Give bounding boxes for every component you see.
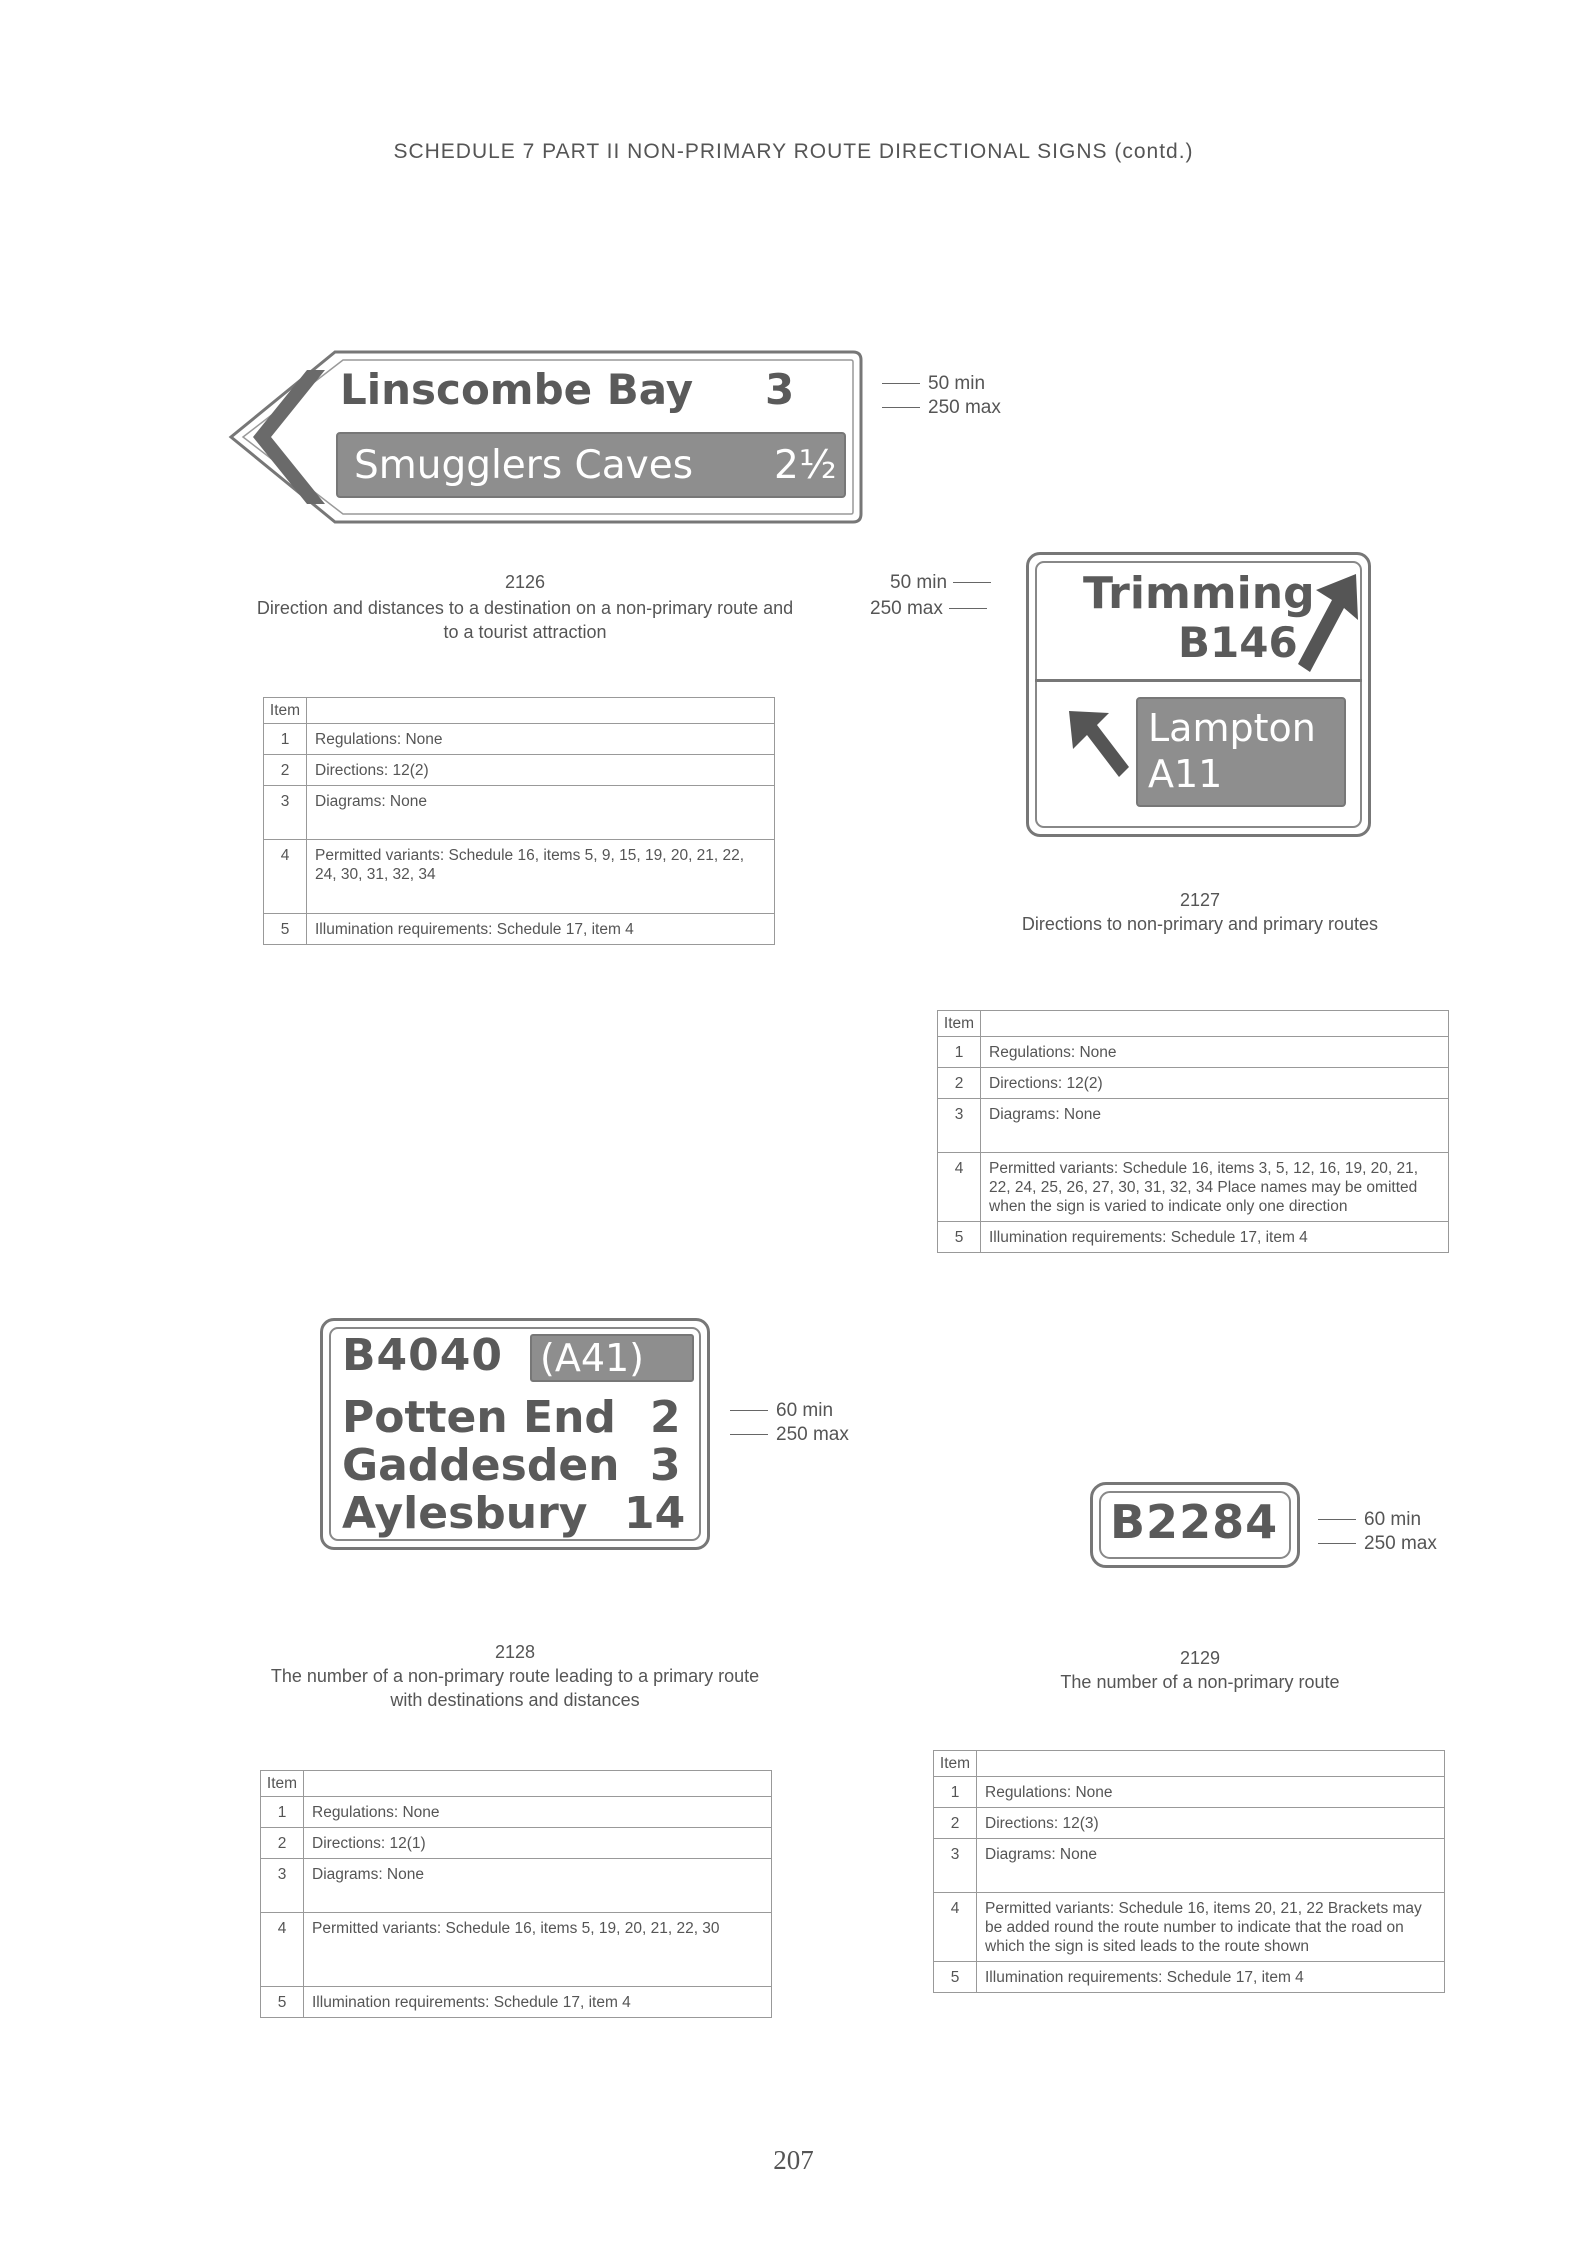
sign-2126-place-2: Smugglers Caves xyxy=(354,443,694,488)
sign-2129-caption: The number of a non-primary route xyxy=(1060,1672,1340,1692)
table-row xyxy=(261,1987,772,2018)
table-2128 xyxy=(260,1770,772,2018)
sign-2128-place-2: Gaddesden xyxy=(342,1440,620,1491)
item-number: 3 xyxy=(264,786,307,840)
sign-2128-distance-3: 14 xyxy=(624,1488,686,1539)
item-number: 3 xyxy=(934,1839,977,1893)
item-number: 5 xyxy=(264,914,307,945)
sign-2128-primary-route: (A41) xyxy=(540,1336,644,1380)
sign-2128-caption: The number of a non-primary route leading to a primary route with destinations and distances xyxy=(270,1666,760,1710)
arrow-up-right-icon xyxy=(1296,570,1366,675)
table-row xyxy=(938,1099,1449,1153)
sign-2128-number: 2128 xyxy=(494,1642,536,1662)
item-text: Regulations: None xyxy=(981,1037,1449,1068)
item-text: Regulations: None xyxy=(307,724,775,755)
item-number: 2 xyxy=(261,1828,304,1859)
sign-2127-top-route: B146 xyxy=(1178,618,1298,667)
table-row xyxy=(264,786,775,840)
item-text: Diagrams: None xyxy=(304,1859,772,1913)
sign-2127-number: 2127 xyxy=(1179,890,1221,910)
sign-2127-top-place: Trimming xyxy=(1083,568,1315,619)
item-number: 1 xyxy=(261,1797,304,1828)
table-row xyxy=(264,724,775,755)
sign-2126-distance-1: 3 xyxy=(765,365,795,414)
sign-2128-distance-1: 2 xyxy=(650,1392,681,1443)
table-2127 xyxy=(937,1010,1449,1253)
item-number: 4 xyxy=(934,1893,977,1962)
item-number: 2 xyxy=(934,1808,977,1839)
table-header-blank xyxy=(304,1771,772,1797)
item-text: Directions: 12(2) xyxy=(981,1068,1449,1099)
item-number: 2 xyxy=(264,755,307,786)
table-row xyxy=(261,1859,772,1913)
sign-2129-number: 2129 xyxy=(1179,1648,1221,1668)
item-text: Regulations: None xyxy=(304,1797,772,1828)
sign-2127-caption: Directions to non-primary and primary routes xyxy=(1021,914,1379,934)
item-text: Permitted variants: Schedule 16, items 20, 21, 22 Brackets may be added round the route number to indicate that the road on which the sign is sited leads to the route shown xyxy=(977,1893,1445,1962)
item-number: 1 xyxy=(934,1777,977,1808)
item-text: Diagrams: None xyxy=(981,1099,1449,1153)
sign-2126-caption: Direction and distances to a destination on a non-primary route and to a tourist attraction xyxy=(256,598,794,642)
sign-2128-route: B4040 xyxy=(342,1330,503,1381)
item-number: 5 xyxy=(934,1962,977,1993)
table-row xyxy=(934,1839,1445,1893)
dim-2129-max: 250 max xyxy=(1318,1533,1437,1555)
sign-2129-route: B2284 xyxy=(1110,1495,1279,1549)
sign-2128-distance-2: 3 xyxy=(650,1440,681,1491)
arrow-up-left-icon xyxy=(1063,705,1133,787)
table-row xyxy=(264,914,775,945)
table-2126 xyxy=(263,697,775,945)
dim-2126-max: 250 max xyxy=(882,397,1001,419)
table-row xyxy=(264,840,775,914)
table-header-blank xyxy=(977,1751,1445,1777)
table-header-item: Item xyxy=(264,698,307,724)
table-header-row xyxy=(934,1751,1445,1777)
item-number: 4 xyxy=(261,1913,304,1987)
item-number: 1 xyxy=(264,724,307,755)
table-header-blank xyxy=(307,698,775,724)
table-row xyxy=(934,1808,1445,1839)
table-header-blank xyxy=(981,1011,1449,1037)
item-text: Illumination requirements: Schedule 17, item 4 xyxy=(304,1987,772,2018)
item-number: 4 xyxy=(938,1153,981,1222)
item-text: Illumination requirements: Schedule 17, item 4 xyxy=(307,914,775,945)
sign-2127-bottom-route: A11 xyxy=(1148,752,1223,796)
item-text: Permitted variants: Schedule 16, items 5, 9, 15, 19, 20, 21, 22, 24, 30, 31, 32, 34 xyxy=(307,840,775,914)
item-text: Directions: 12(2) xyxy=(307,755,775,786)
dim-2128-max: 250 max xyxy=(730,1424,849,1446)
table-row xyxy=(938,1068,1449,1099)
table-header-item: Item xyxy=(934,1751,977,1777)
table-row xyxy=(264,755,775,786)
item-text: Permitted variants: Schedule 16, items 3, 5, 12, 16, 19, 20, 21, 22, 24, 25, 26, 27, 30, 31, 32, 34 Place names may be omitted when the sign is varied to indicate only one direction xyxy=(981,1153,1449,1222)
table-row xyxy=(934,1962,1445,1993)
dim-2126-min: 50 min xyxy=(882,373,985,395)
item-number: 2 xyxy=(938,1068,981,1099)
table-row xyxy=(934,1893,1445,1962)
item-number: 3 xyxy=(938,1099,981,1153)
item-text: Illumination requirements: Schedule 17, item 4 xyxy=(981,1222,1449,1253)
item-text: Directions: 12(3) xyxy=(977,1808,1445,1839)
table-header-row xyxy=(938,1011,1449,1037)
page-number: 207 xyxy=(773,2145,814,2175)
table-row xyxy=(934,1777,1445,1808)
sign-2126-place-1: Linscombe Bay xyxy=(340,365,694,414)
item-number: 5 xyxy=(938,1222,981,1253)
dim-2127-min: 50 min xyxy=(890,572,991,594)
item-text: Regulations: None xyxy=(977,1777,1445,1808)
page-header: SCHEDULE 7 PART II NON-PRIMARY ROUTE DIRECTIONAL SIGNS (contd.) xyxy=(393,140,1194,163)
dim-2129-min: 60 min xyxy=(1318,1509,1421,1531)
item-text: Diagrams: None xyxy=(307,786,775,840)
sign-2126-distance-2: 2½ xyxy=(774,443,837,488)
table-header-item: Item xyxy=(261,1771,304,1797)
item-text: Directions: 12(1) xyxy=(304,1828,772,1859)
table-header-row xyxy=(264,698,775,724)
item-text: Diagrams: None xyxy=(977,1839,1445,1893)
dim-2128-min: 60 min xyxy=(730,1400,833,1422)
table-row xyxy=(938,1037,1449,1068)
sign-2128-place-3: Aylesbury xyxy=(342,1488,588,1539)
item-number: 1 xyxy=(938,1037,981,1068)
sign-2126-number: 2126 xyxy=(504,572,546,592)
table-row xyxy=(261,1828,772,1859)
table-row xyxy=(938,1153,1449,1222)
table-row xyxy=(938,1222,1449,1253)
table-row xyxy=(261,1913,772,1987)
table-header-item: Item xyxy=(938,1011,981,1037)
sign-2127-bottom-place: Lampton xyxy=(1148,706,1316,750)
sign-2128-place-1: Potten End xyxy=(342,1392,616,1443)
table-row xyxy=(261,1797,772,1828)
table-header-row xyxy=(261,1771,772,1797)
table-2129 xyxy=(933,1750,1445,1993)
item-number: 4 xyxy=(264,840,307,914)
item-text: Illumination requirements: Schedule 17, item 4 xyxy=(977,1962,1445,1993)
item-number: 3 xyxy=(261,1859,304,1913)
item-number: 5 xyxy=(261,1987,304,2018)
dim-2127-max: 250 max xyxy=(870,598,987,620)
item-text: Permitted variants: Schedule 16, items 5, 19, 20, 21, 22, 30 xyxy=(304,1913,772,1987)
